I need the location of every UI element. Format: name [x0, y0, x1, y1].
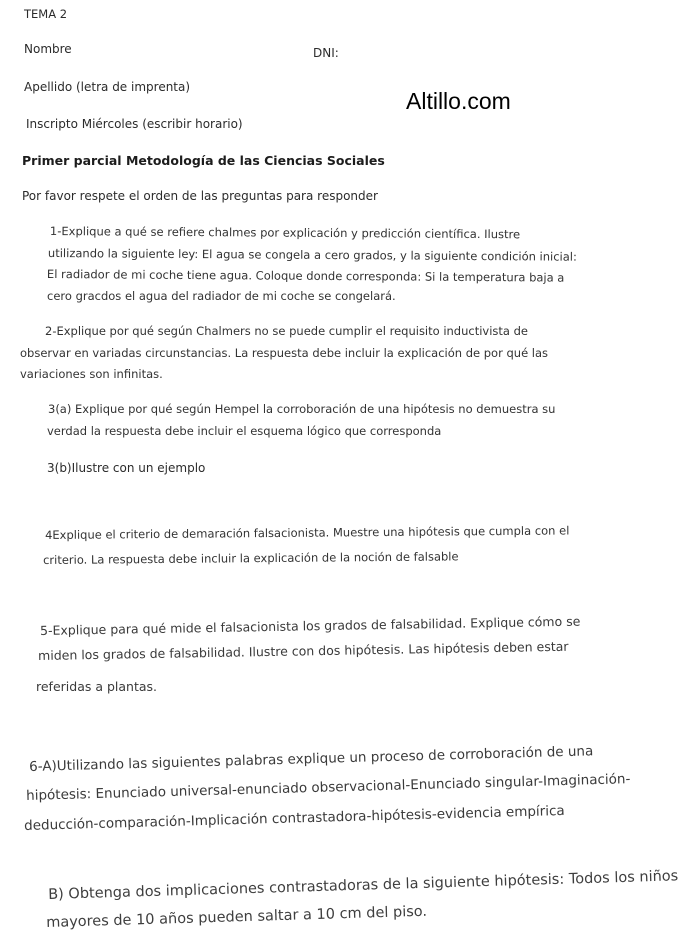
question-6b-line: B) Obtenga dos implicaciones contrastadoras de la siguiente hipótesis: Todos los niños [47, 868, 679, 903]
question-1-line: 1-Explique a qué se refiere chalmes por explicación y predicción científica. Ilustre [49, 224, 521, 242]
question-6a-line: hipótesis: Enunciado universal-enunciado observacional-Enunciado singular-Imaginación- [25, 771, 631, 804]
question-2-line: variaciones son infinitas. [20, 367, 163, 381]
question-1-line: utilizando la siguiente ley: El agua se congela a cero grados, y la siguiente condición inicial: [47, 246, 577, 264]
question-3a-line: verdad la respuesta debe incluir el esquema lógico que corresponda [47, 424, 442, 438]
exam-title: Primer parcial Metodología de las Ciencias Sociales [22, 153, 385, 168]
question-4-line: criterio. La respuesta debe incluir la explicación de la noción de falsable [42, 549, 459, 567]
instructions: Por favor respete el orden de las preguntas para responder [22, 189, 378, 203]
question-4-line: 4Explique el criterio de demaración falsacionista. Muestre una hipótesis que cumpla con el [44, 523, 570, 542]
dni-label: DNI: [313, 46, 339, 60]
question-3a-line: 3(a) Explique por qué según Hempel la corroboración de una hipótesis no demuestra su [48, 402, 556, 416]
inscripto-label: Inscripto Miércoles (escribir horario) [26, 117, 243, 131]
tema-label: TEMA 2 [24, 7, 68, 21]
watermark: Altillo.com [406, 88, 511, 114]
question-1-line: cero gracdos el agua del radiador de mi coche se congelará. [47, 289, 396, 303]
question-3b: 3(b)Ilustre con un ejemplo [47, 461, 206, 475]
question-6a-line: 6-A)Utilizando las siguientes palabras explique un proceso de corroboración de una [28, 743, 594, 775]
question-6b-line: mayores de 10 años pueden saltar a 10 cm del piso. [45, 903, 428, 931]
question-6a-line: deducción-comparación-Implicación contrastadora-hipótesis-evidencia empírica [23, 802, 565, 834]
question-2-line: observar en variadas circunstancias. La respuesta debe incluir la explicación de por qué las [20, 346, 549, 360]
question-1-line: El radiador de mi coche tiene agua. Coloque donde corresponda: Si la temperatura baja a [46, 267, 565, 285]
question-5-line: miden los grados de falsabilidad. Ilustre con dos hipótesis. Las hipótesis deben estar [37, 638, 569, 663]
apellido-label: Apellido (letra de imprenta) [24, 80, 191, 94]
nombre-label: Nombre [24, 42, 72, 56]
question-2-line: 2-Explique por qué según Chalmers no se puede cumplir el requisito inductivista de [45, 324, 529, 338]
question-5-line: 5-Explique para qué mide el falsacionista los grados de falsabilidad. Explique cómo se [39, 613, 581, 638]
question-5-line: referidas a plantas. [36, 679, 158, 694]
